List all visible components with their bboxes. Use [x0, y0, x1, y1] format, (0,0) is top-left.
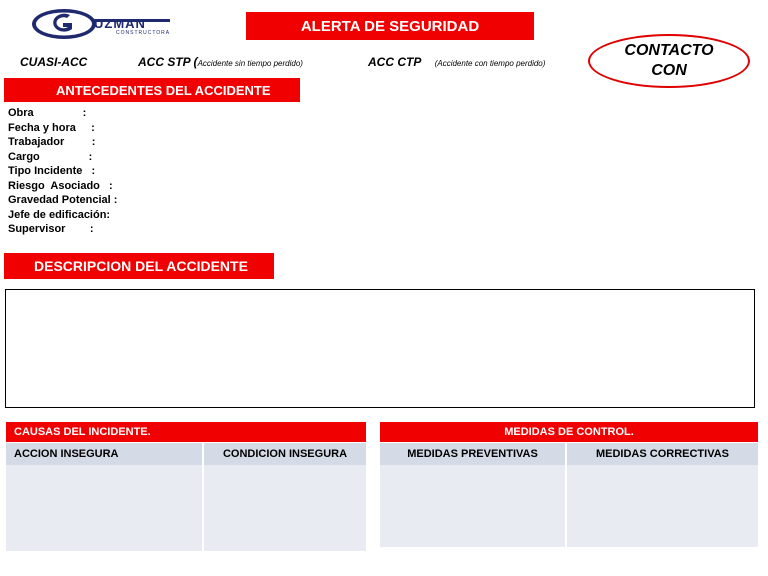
col-accion-insegura: ACCION INSEGURA	[6, 443, 202, 465]
col-medidas-correctivas: MEDIDAS CORRECTIVAS	[567, 443, 758, 465]
page-title: ALERTA DE SEGURIDAD	[246, 12, 534, 40]
field-cargo: Cargo :	[8, 150, 93, 163]
contact-line1: CONTACTO	[624, 42, 714, 59]
field-jefe-edificacion: Jefe de edificación:	[8, 208, 111, 221]
field-supervisor: Supervisor :	[8, 223, 94, 235]
category-ctp-label: ACC CTP	[368, 55, 422, 69]
cell-accion-insegura[interactable]	[6, 465, 202, 551]
antecedentes-header: ANTECEDENTES DEL ACCIDENTE	[4, 78, 300, 102]
cell-medidas-preventivas[interactable]	[380, 465, 565, 547]
field-riesgo-asociado: Riesgo Asociado :	[8, 179, 113, 192]
logo-text: UZMAN	[94, 16, 146, 31]
cell-medidas-correctivas[interactable]	[567, 465, 758, 547]
company-logo	[30, 8, 172, 40]
medidas-header: MEDIDAS DE CONTROL.	[380, 422, 758, 442]
category-stp-label: ACC STP (	[138, 55, 198, 69]
descripcion-textarea[interactable]	[5, 289, 755, 408]
descripcion-header: DESCRIPCION DEL ACCIDENTE	[4, 253, 274, 279]
antecedentes-fields	[8, 106, 117, 237]
field-gravedad-potencial: Gravedad Potencial :	[8, 194, 118, 206]
contact-line2: CON	[651, 62, 687, 79]
field-obra: Obra :	[8, 107, 87, 119]
logo-subtext: CONSTRUCTORA	[116, 30, 171, 36]
field-fecha-hora: Fecha y hora :	[8, 121, 95, 134]
category-stp	[138, 55, 303, 69]
cell-condicion-insegura[interactable]	[204, 465, 366, 551]
col-medidas-preventivas: MEDIDAS PREVENTIVAS	[380, 443, 565, 465]
category-ctp	[368, 55, 545, 69]
causas-header: CAUSAS DEL INCIDENTE.	[6, 422, 366, 442]
category-stp-desc: Accidente sin tiempo perdido)	[197, 59, 303, 68]
field-trabajador: Trabajador :	[8, 136, 96, 148]
category-ctp-desc: (Accidente con tiempo perdido)	[434, 59, 546, 68]
field-tipo-incidente: Tipo Incidente :	[8, 165, 96, 177]
col-condicion-insegura: CONDICION INSEGURA	[204, 443, 366, 465]
contact-oval	[588, 34, 750, 88]
category-cuasi: CUASI-ACC	[20, 55, 88, 69]
